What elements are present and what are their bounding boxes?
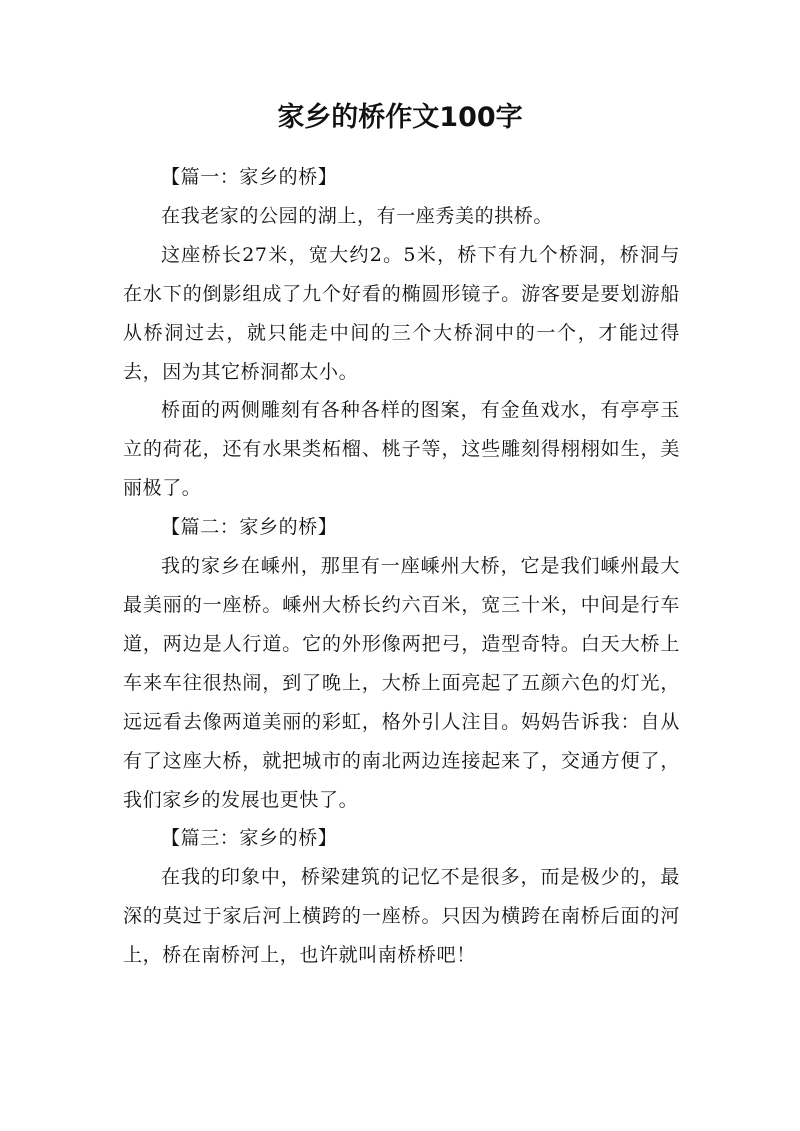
section-heading-1: 【篇一：家乡的桥】 [161, 166, 338, 188]
paragraph-3: 桥面的两侧雕刻有各种各样的图案，有金鱼戏水，有亭亭玉立的荷花，还有水果类柘榴、桃子等，这些雕刻得栩栩如生，美丽极了。 [123, 399, 680, 500]
paragraph-4: 我的家乡在嵊州，那里有一座嵊州大桥，它是我们嵊州最大最美丽的一座桥。嵊州大桥长约六百米，宽三十米，中间是行车道，两边是人行道。它的外形像两把弓，造型奇特。白天大桥上车来车往很热闹，到了晚上，大桥上面亮起了五颜六色的灯光，远远看去像两道美丽的彩虹，格外引人注目。妈妈告诉我：自从有了这座大桥，就把城市的南北两边连接起来了，交通方便了，我们家乡的发展也更快了。 [123, 555, 680, 811]
page-title: 家乡的桥作文100字 [277, 102, 523, 133]
section-heading-2: 【篇二：家乡的桥】 [161, 516, 338, 539]
document-body [123, 158, 680, 975]
paragraph-1: 在我老家的公园的湖上，有一座秀美的拱桥。 [161, 204, 554, 227]
section-heading-3: 【篇三：家乡的桥】 [161, 827, 338, 850]
paragraph-2: 这座桥长27米，宽大约2。5米，桥下有九个桥洞，桥洞与在水下的倒影组成了九个好看的椭圆形镜子。游客要是要划游船从桥洞过去，就只能走中间的三个大桥洞中的一个，才能过得去，因为其它桥洞都太小。 [123, 243, 680, 383]
paragraph-5: 在我的印象中，桥梁建筑的记忆不是很多，而是极少的，最深的莫过于家后河上横跨的一座桥。只因为横跨在南桥后面的河上，桥在南桥河上，也许就叫南桥桥吧！ [123, 866, 680, 967]
